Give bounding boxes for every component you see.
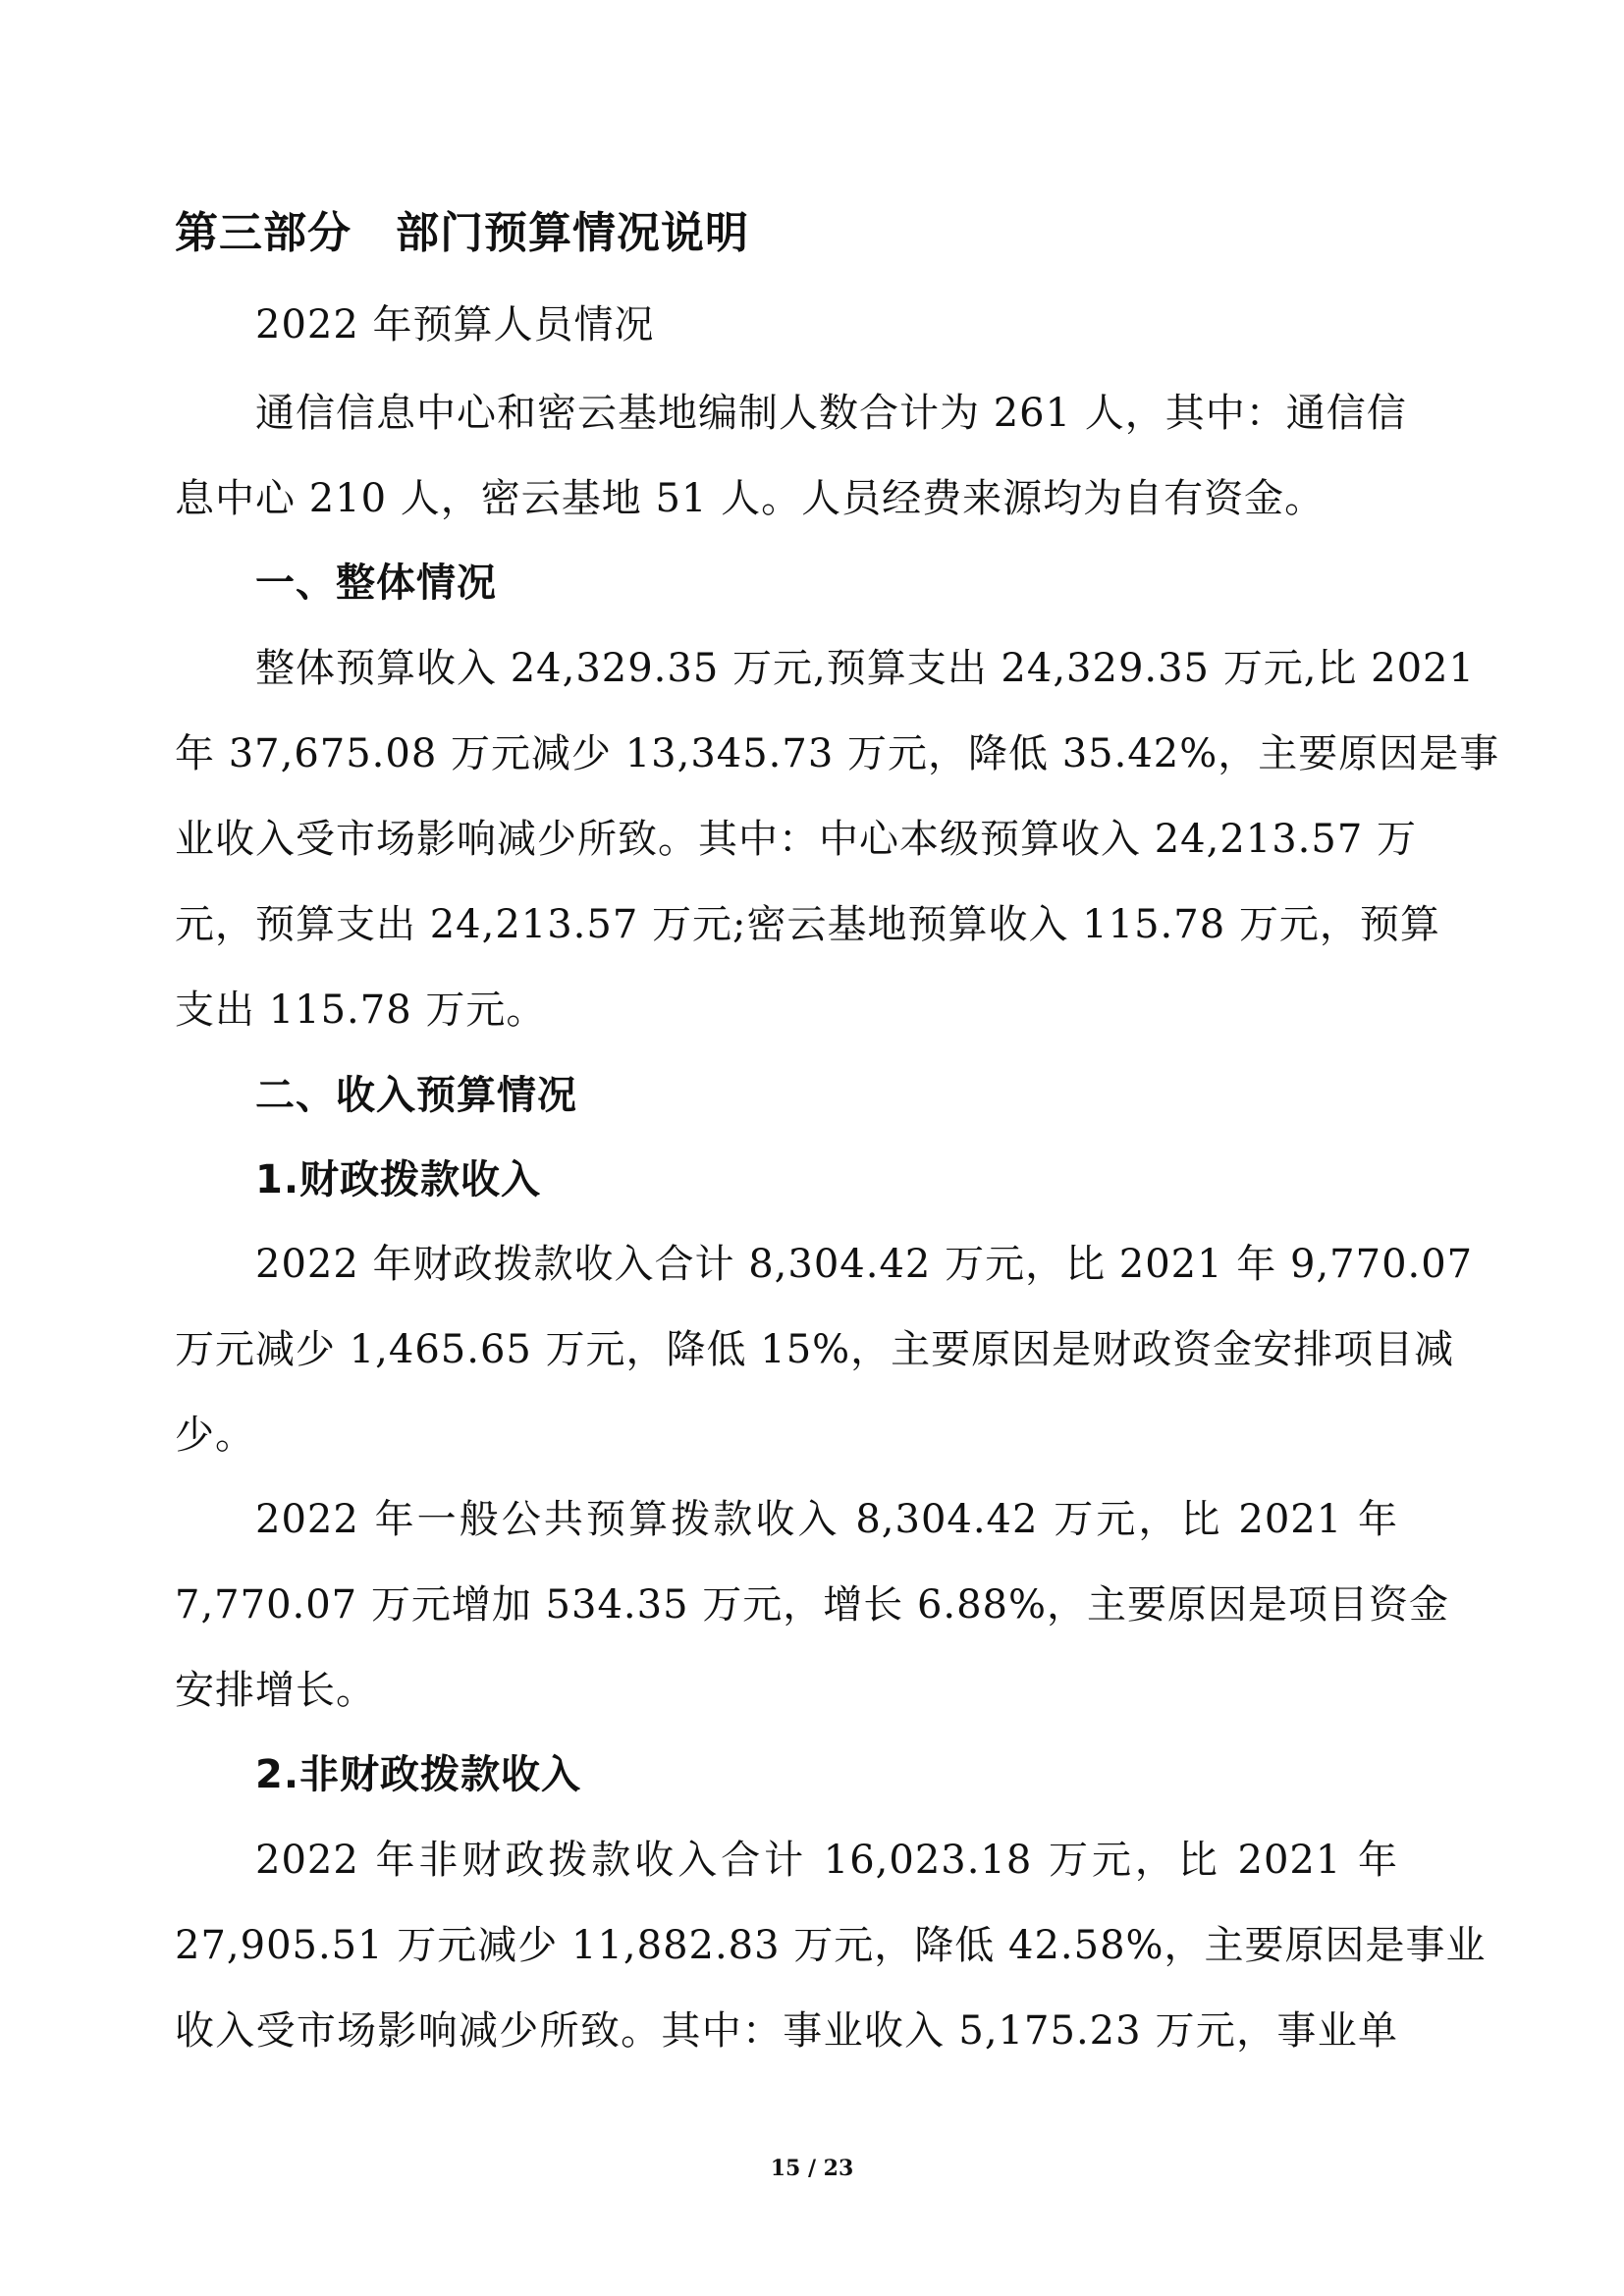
fiscal-para2-line-3: 安排增长。 [175, 1668, 376, 1713]
page-number: 15 / 23 [770, 2156, 854, 2181]
nonfiscal-heading: 2.非财政拨款收入 [255, 1752, 582, 1797]
overall-heading: 一、整体情况 [255, 561, 497, 606]
overall-line-3: 业收入受市场影响减少所致。其中：中心本级预算收入 24,213.57 万 [175, 817, 1418, 862]
overall-line-1: 整体预算收入 24,329.35 万元,预算支出 24,329.35 万元,比 2021 [255, 646, 1475, 691]
income-heading: 二、收入预算情况 [255, 1073, 577, 1118]
nonfiscal-line-1: 2022 年非财政拨款收入合计 16,023.18 万元，比 2021 年 [255, 1838, 1398, 1883]
staff-line-2: 息中心 210 人，密云基地 51 人。人员经费来源均为自有资金。 [175, 476, 1326, 521]
overall-line-5: 支出 115.78 万元。 [175, 988, 547, 1033]
fiscal-para1-line-3: 少。 [175, 1413, 255, 1458]
fiscal-para1-line-1: 2022 年财政拨款收入合计 8,304.42 万元，比 2021 年 9,770.07 [255, 1242, 1474, 1287]
staff-line-1: 通信信息中心和密云基地编制人数合计为 261 人，其中：通信信 [255, 391, 1407, 436]
section-title: 第三部分 部门预算情况说明 [175, 208, 749, 258]
fiscal-heading: 1.财政拨款收入 [255, 1157, 542, 1202]
fiscal-para2-line-1: 2022 年一般公共预算拨款收入 8,304.42 万元，比 2021 年 [255, 1497, 1398, 1542]
nonfiscal-line-2: 27,905.51 万元减少 11,882.83 万元，降低 42.58%，主要原因是事业 [175, 1923, 1487, 1968]
fiscal-para1-line-2: 万元减少 1,465.65 万元，降低 15%，主要原因是财政资金安排项目减 [175, 1327, 1455, 1372]
overall-line-2: 年 37,675.08 万元减少 13,345.73 万元，降低 35.42%，主要原因是事 [175, 731, 1500, 776]
nonfiscal-line-3: 收入受市场影响减少所致。其中：事业收入 5,175.23 万元，事业单 [175, 2008, 1398, 2054]
fiscal-para2-line-2: 7,770.07 万元增加 534.35 万元，增长 6.88%，主要原因是项目资金 [175, 1582, 1450, 1628]
overall-line-4: 元，预算支出 24,213.57 万元;密云基地预算收入 115.78 万元，预算 [175, 902, 1440, 947]
staff-heading: 2022 年预算人员情况 [255, 302, 655, 347]
